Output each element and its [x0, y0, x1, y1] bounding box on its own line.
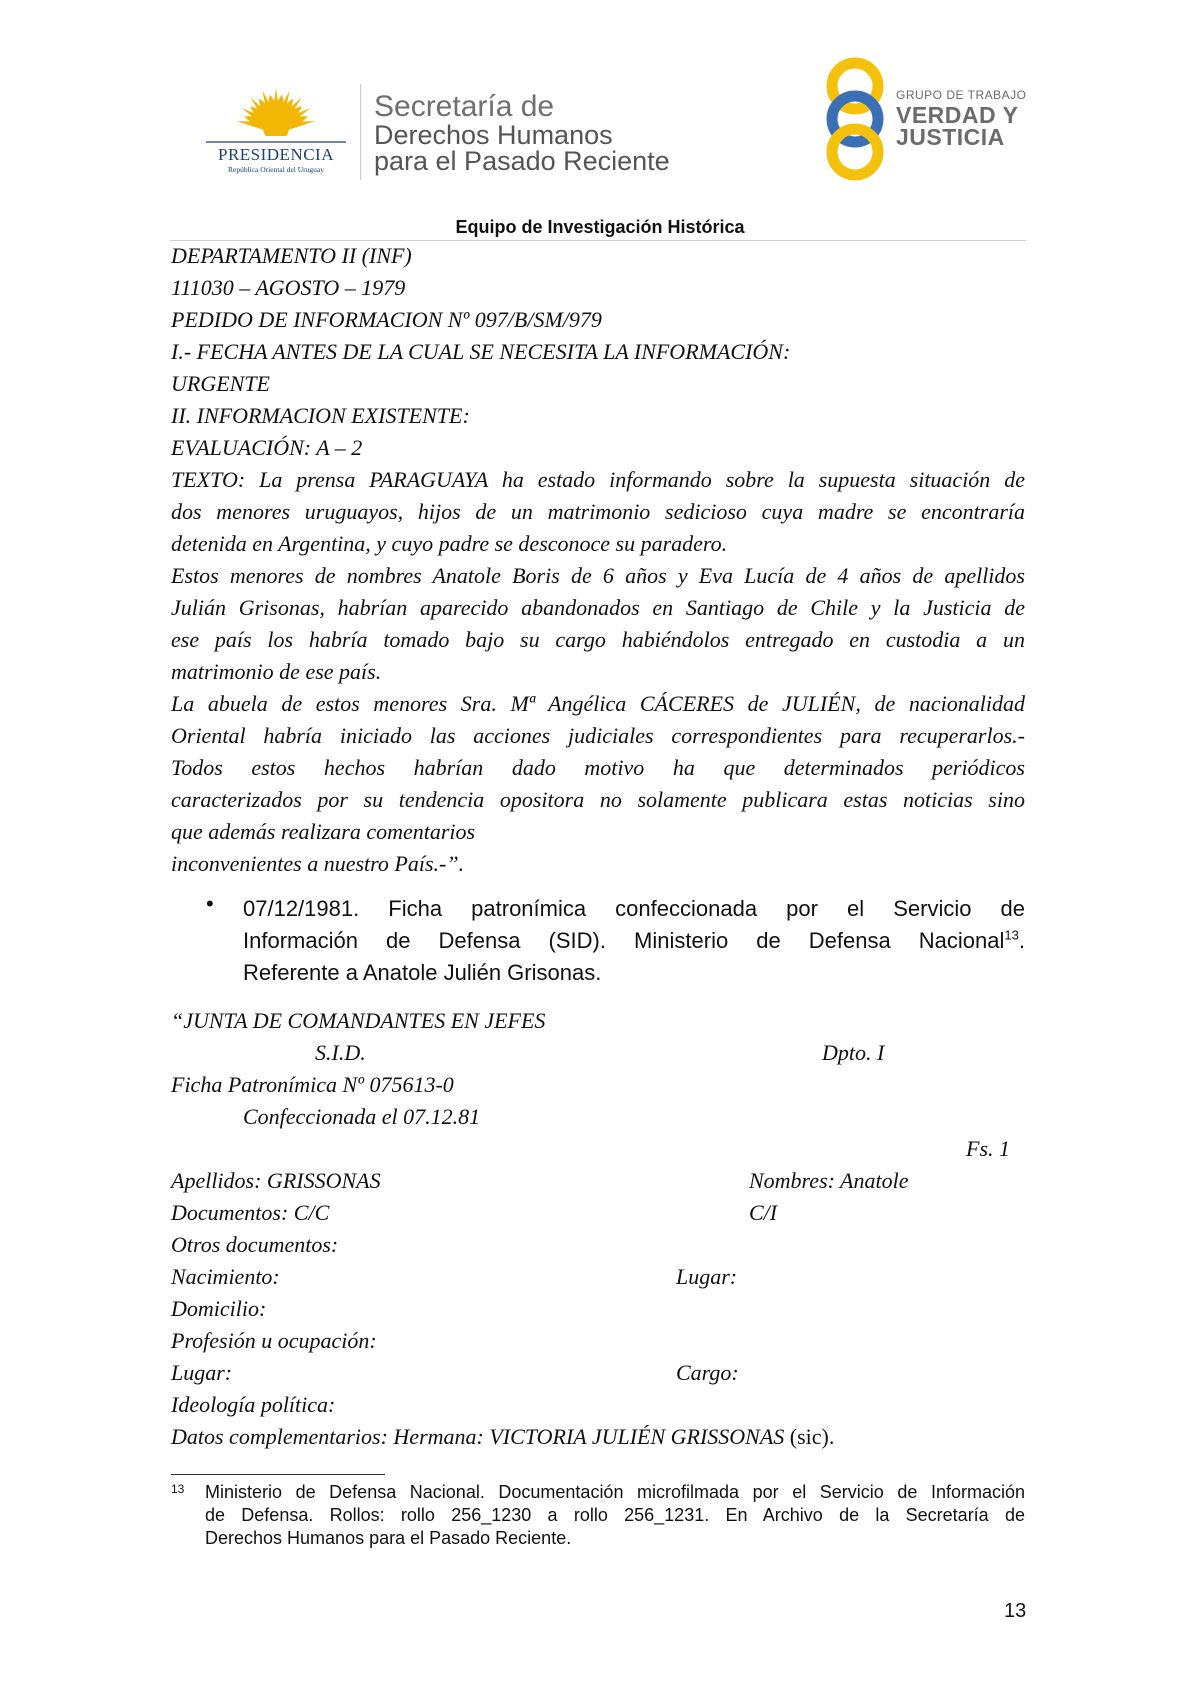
ficha-sid: S.I.D. — [315, 1040, 366, 1065]
doc-paragraph-line: Estos menores de nombres Anatole Boris de 6 años y Eva Lucía de 4 años de apellidos — [171, 563, 1025, 588]
bullet-dot: • — [206, 891, 214, 916]
doc-paragraph-line: detenida en Argentina, y cuyo padre se desconoce su paradero. — [171, 531, 728, 556]
secretaria-line3: para el Pasado Reciente — [374, 146, 670, 176]
bullet-line-tail: . — [1018, 928, 1025, 953]
footnote-line: Ministerio de Defensa Nacional. Documentación microfilmada por el Servicio de Información — [205, 1482, 1025, 1502]
ficha-documentos: Documentos: C/C — [171, 1200, 330, 1225]
justicia-label: JUSTICIA — [896, 124, 1005, 150]
ficha-otros-documentos: Otros documentos: — [171, 1232, 339, 1257]
doc-line-date: 111030 – AGOSTO – 1979 — [171, 275, 406, 300]
ficha-ideologia: Ideología política: — [171, 1392, 336, 1417]
ficha-lugar: Lugar: — [171, 1360, 233, 1385]
doc-paragraph-line: caracterizados por su tendencia opositora no solamente publicara estas noticias sino — [171, 787, 1025, 812]
ficha-confeccionada: Confeccionada el 07.12.81 — [243, 1104, 481, 1129]
presidencia-subtitle: República Oriental del Uruguay — [227, 165, 324, 174]
ficha-folio: Fs. 1 — [966, 1136, 1010, 1161]
doc-paragraph-line: dos menores uruguayos, hijos de un matrimonio sedicioso cuya madre se encontraría — [171, 499, 1025, 524]
bullet-line: 07/12/1981. Ficha patronímica confeccionada por el Servicio de — [243, 896, 1025, 921]
doc-paragraph-line: ese país los habría tomado bajo su cargo habiéndolos entregado en custodia a un — [171, 627, 1025, 652]
doc-paragraph-line: inconvenientes a nuestro País.-”. — [171, 851, 465, 876]
doc-line-evaluacion: EVALUACIÓN: A – 2 — [171, 435, 363, 460]
ficha-numero: Ficha Patronímica Nº 075613-0 — [171, 1072, 454, 1097]
doc-line-departamento: DEPARTAMENTO II (INF) — [171, 243, 412, 268]
footnote-line: Derechos Humanos para el Pasado Reciente. — [205, 1528, 572, 1548]
ficha-lugar-nacimiento: Lugar: — [676, 1264, 738, 1289]
verdad-label: VERDAD Y — [896, 102, 1019, 128]
doc-line-fecha: I.- FECHA ANTES DE LA CUAL SE NECESITA LA INFORMACIÓN: — [171, 339, 791, 364]
header-divider — [360, 84, 361, 180]
doc-line-urgente: URGENTE — [171, 371, 270, 396]
ficha-nombres: Nombres: Anatole — [749, 1168, 909, 1193]
ficha-nacimiento: Nacimiento: — [171, 1264, 280, 1289]
ficha-profesion: Profesión u ocupación: — [171, 1328, 377, 1353]
ficha-apellidos: Apellidos: GRISSONAS — [171, 1168, 381, 1193]
secretaria-line1: Secretaría de — [374, 90, 555, 123]
doc-paragraph-line: TEXTO: La prensa PARAGUAYA ha estado informando sobre la supuesta situación de — [171, 467, 1025, 492]
ficha-cargo: Cargo: — [676, 1360, 739, 1385]
team-title: Equipo de Investigación Histórica — [455, 217, 745, 237]
bullet-line: Referente a Anatole Julién Grisonas. — [243, 960, 602, 985]
secretaria-line2: Derechos Humanos — [374, 120, 613, 150]
doc-line-pedido: PEDIDO DE INFORMACION Nº 097/B/SM/979 — [171, 307, 602, 332]
page-number: 13 — [1004, 1600, 1027, 1622]
doc-paragraph-line: matrimonio de ese país. — [171, 659, 382, 684]
footnote-rule — [171, 1474, 385, 1475]
bullet-line-with-footnote — [243, 925, 1025, 957]
doc-line-informacion: II. INFORMACION EXISTENTE: — [171, 403, 470, 428]
doc-paragraph-line: La abuela de estos menores Sra. Mª Angélica CÁCERES de JULIÉN, de nacionalidad — [171, 691, 1025, 716]
doc-paragraph-line: Julián Grisonas, habrían aparecido abandonados en Santiago de Chile y la Justicia de — [171, 595, 1025, 620]
grupo-trabajo-label: GRUPO DE TRABAJO — [896, 88, 1027, 102]
ficha-sic: (sic). — [784, 1424, 835, 1449]
doc-paragraph-line: que además realizara comentarios — [171, 819, 476, 844]
ficha-ci: C/I — [749, 1200, 778, 1225]
bullet-line-text: Información de Defensa (SID). Ministerio de Defensa Nacional — [243, 928, 1005, 953]
ficha-dpto: Dpto. I — [822, 1040, 885, 1065]
ficha-datos-complementarios — [171, 1421, 834, 1453]
presidencia-title: PRESIDENCIA — [217, 145, 334, 164]
doc-paragraph-line: Todos estos hechos habrían dado motivo ha que determinados periódicos — [171, 755, 1025, 780]
ficha-domicilio: Domicilio: — [171, 1296, 267, 1321]
footnote-number: 13 — [171, 1482, 185, 1496]
ficha-datos-text: Datos complementarios: Hermana: VICTORIA JULIÉN GRISSONAS — [171, 1424, 785, 1449]
doc-paragraph-line: Oriental habría iniciado las acciones judiciales correspondientes para recuperarlos.- — [171, 723, 1025, 748]
footnote-ref[interactable]: 13 — [1004, 927, 1019, 943]
ficha-junta: “JUNTA DE COMANDANTES EN JEFES — [171, 1008, 546, 1033]
footnote-line: de Defensa. Rollos: rollo 256_1230 a rollo 256_1231. En Archivo de la Secretaría de — [205, 1505, 1025, 1525]
